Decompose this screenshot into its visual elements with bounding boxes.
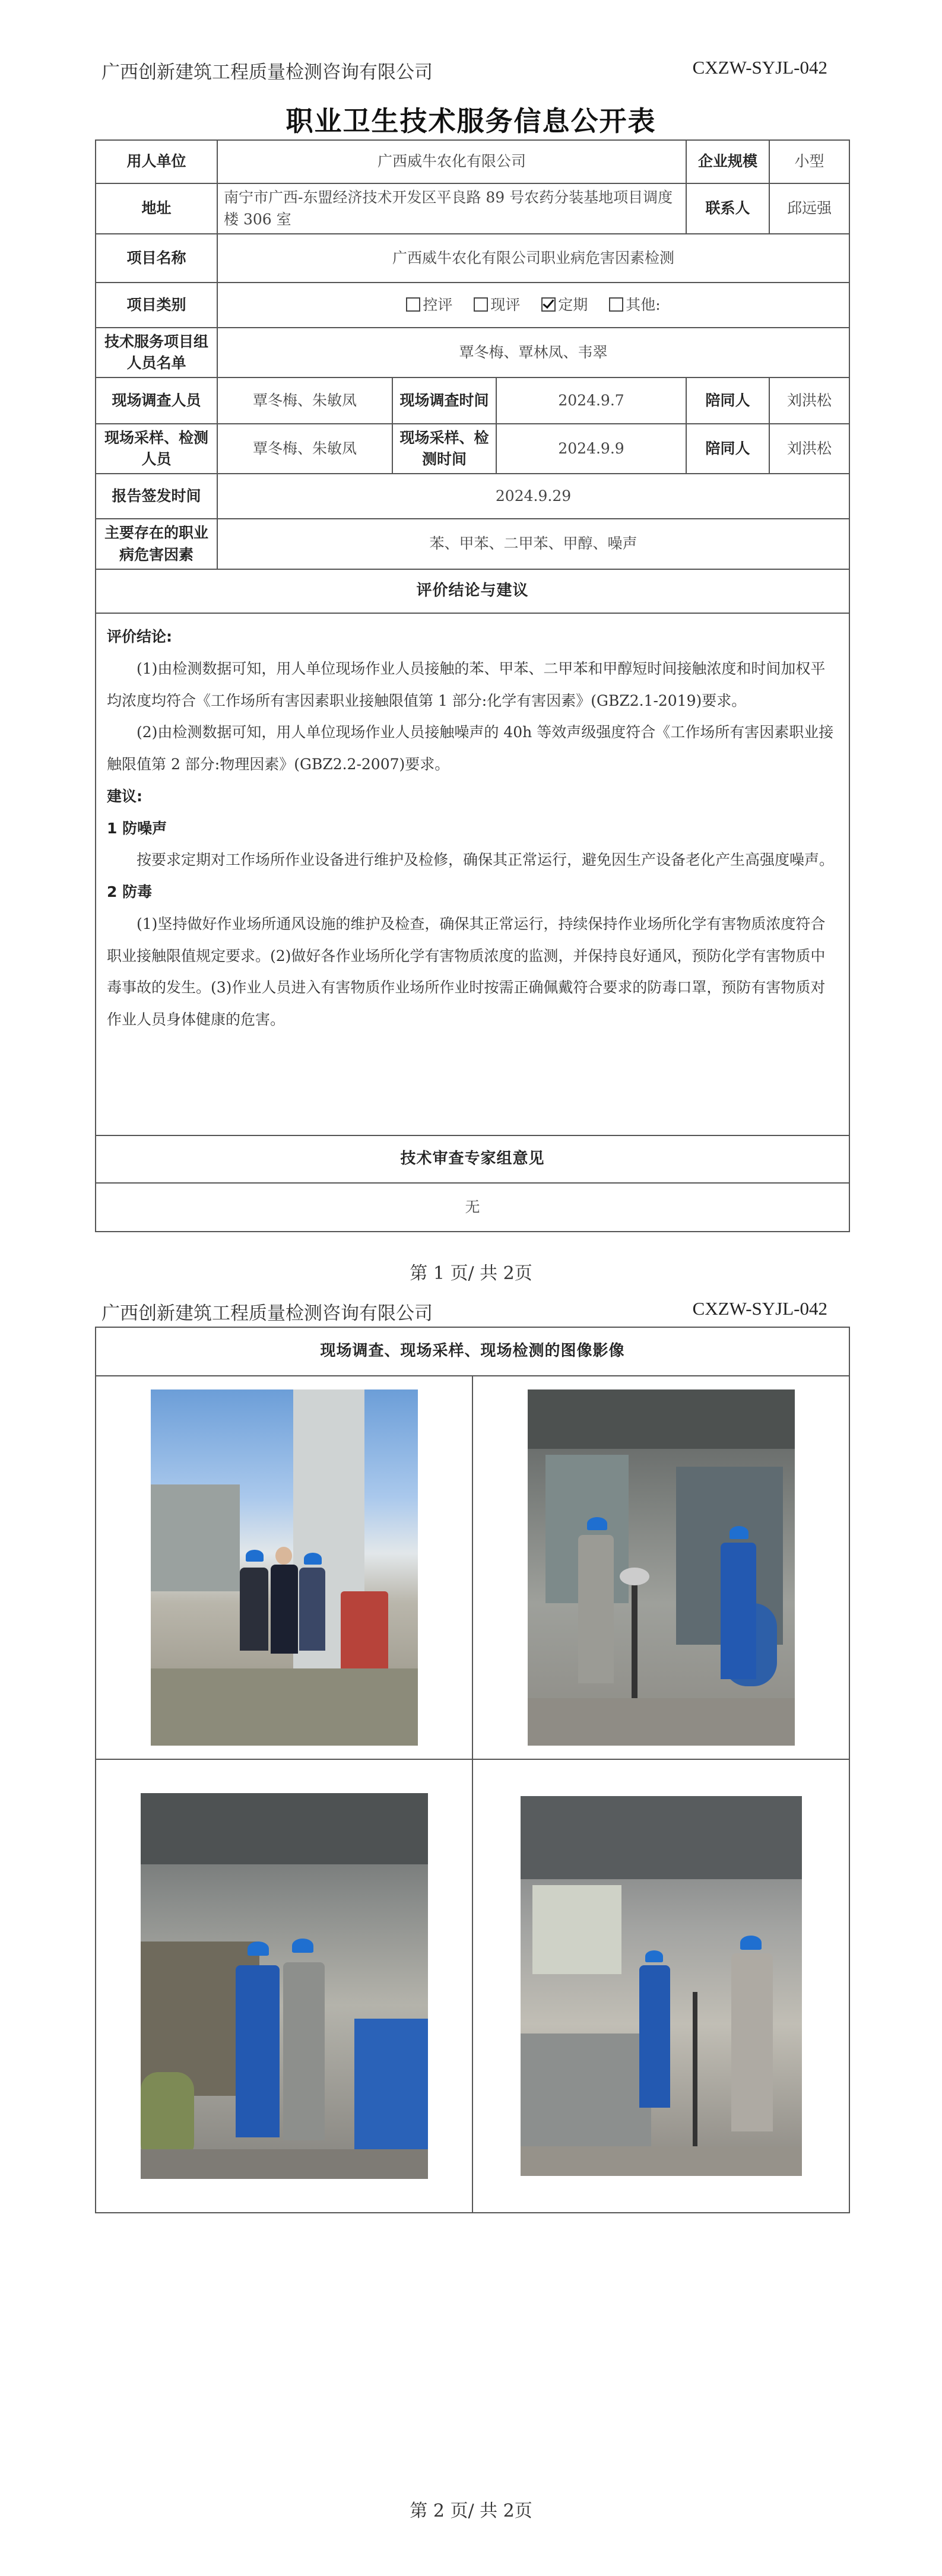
scale-label: 企业规模 <box>686 140 769 183</box>
info-table <box>95 139 850 1232</box>
project-label: 项目名称 <box>96 234 217 283</box>
team-value: 覃冬梅、覃林凤、韦翠 <box>217 328 849 377</box>
page-header <box>97 1298 845 1324</box>
escort2-value: 刘洪松 <box>769 424 849 474</box>
checkbox-icon <box>474 297 488 312</box>
page-footer-2: 第 2 页/ 共 2页 <box>410 2501 532 2521</box>
address-value: 南宁市广西-东盟经济技术开发区平良路 89 号农药分装基地项目调度楼 306 室 <box>217 183 686 234</box>
scale-value: 小型 <box>769 140 849 183</box>
option-periodic: 定期 <box>558 296 588 313</box>
header-company: 广西创新建筑工程质量检测咨询有限公司 <box>102 62 433 83</box>
page-1 <box>0 0 942 1285</box>
option-control-eval: 控评 <box>423 296 453 313</box>
page-2 <box>0 1285 942 2576</box>
sampling-time-label: 现场采样、检测时间 <box>392 424 496 474</box>
expert-value: 无 <box>96 1183 849 1232</box>
header-company: 广西创新建筑工程质量检测咨询有限公司 <box>102 1303 433 1324</box>
option-status-eval: 现评 <box>490 296 521 313</box>
photo-cell-4 <box>472 1759 849 2213</box>
sampling-staff-value: 覃冬梅、朱敏凤 <box>217 424 392 474</box>
conclusion-heading: 评价结论: <box>107 628 172 645</box>
photo-cell-2 <box>472 1376 849 1759</box>
employer-label: 用人单位 <box>96 140 217 183</box>
advice1-heading: 1 防噪声 <box>107 819 167 837</box>
escort2-label: 陪同人 <box>686 424 769 474</box>
report-time-label: 报告签发时间 <box>96 474 217 519</box>
sampling-time-value: 2024.9.9 <box>496 424 686 474</box>
report-time-value: 2024.9.29 <box>217 474 849 519</box>
site-survey-photo <box>151 1389 418 1746</box>
evaluation-section-title: 评价结论与建议 <box>96 569 849 613</box>
site-testing-photo <box>141 1793 428 2179</box>
address-label: 地址 <box>96 183 217 234</box>
advice2-text: (1)坚持做好作业场所通风设施的维护及检查，确保其正常运行，持续保持作业场所化学有害物质浓度符合职业接触限值规定要求。(2)做好各作业场所化学有害物质浓度的监测，并保持良好通风，预防化学有害物质中毒事故的发生。(3)作业人员进入有害物质作业场所作业时按需正确佩戴符合要求的防毒口罩，预防有害物质对作业人员身体健康的危害。 <box>107 915 826 1028</box>
hazards-label: 主要存在的职业病危害因素 <box>96 519 217 569</box>
advice2-heading: 2 防毒 <box>107 883 153 900</box>
checkbox-icon <box>406 297 420 312</box>
expert-section-title: 技术审查专家组意见 <box>96 1135 849 1183</box>
contact-label: 联系人 <box>686 183 769 234</box>
survey-staff-label: 现场调查人员 <box>96 377 217 424</box>
type-options <box>217 283 849 328</box>
evaluation-content <box>96 613 849 1135</box>
site-sampling-photo <box>528 1389 795 1746</box>
checkbox-icon <box>609 297 623 312</box>
contact-value: 邱远强 <box>769 183 849 234</box>
employer-value: 广西威牛农化有限公司 <box>217 140 686 183</box>
checked-checkbox-icon <box>541 297 556 312</box>
header-code: CXZW-SYJL-042 <box>692 57 827 78</box>
escort-label: 陪同人 <box>686 377 769 424</box>
photos-section-title: 现场调查、现场采样、现场检测的图像影像 <box>96 1327 849 1376</box>
hazards-value: 苯、甲苯、二甲苯、甲醇、噪声 <box>217 519 849 569</box>
photo-cell-1 <box>96 1376 472 1759</box>
header-code: CXZW-SYJL-042 <box>692 1298 827 1319</box>
survey-time-value: 2024.9.7 <box>496 377 686 424</box>
photos-table <box>95 1327 850 2213</box>
survey-time-label: 现场调查时间 <box>392 377 496 424</box>
photo-cell-3 <box>96 1759 472 2213</box>
conclusion-paragraph-1: (1)由检测数据可知，用人单位现场作业人员接触的苯、甲苯、二甲苯和甲醇短时间接触浓度和时间加权平均浓度均符合《工作场所有害因素职业接触限值第 1 部分:化学有害因素》(GBZ2.1-2019)要求。 <box>107 659 826 709</box>
advice1-text: 按要求定期对工作场所作业设备进行维护及检修，确保其正常运行，避免因生产设备老化产生高强度噪声。 <box>137 851 835 869</box>
site-detection-photo <box>521 1796 802 2176</box>
advice-heading: 建议: <box>107 787 142 805</box>
conclusion-paragraph-2: (2)由检测数据可知，用人单位现场作业人员接触噪声的 40h 等效声级强度符合《工作场所有害因素职业接触限值第 2 部分:物理因素》(GBZ2.2-2007)要求。 <box>107 724 834 773</box>
page-header <box>97 57 845 83</box>
survey-staff-value: 覃冬梅、朱敏凤 <box>217 377 392 424</box>
option-other: 其他: <box>626 296 661 313</box>
page-footer-1: 第 1 页/ 共 2页 <box>410 1263 532 1284</box>
project-value: 广西威牛农化有限公司职业病危害因素检测 <box>217 234 849 283</box>
escort-value: 刘洪松 <box>769 377 849 424</box>
sampling-staff-label: 现场采样、检测人员 <box>96 424 217 474</box>
type-label: 项目类别 <box>96 283 217 328</box>
team-label: 技术服务项目组人员名单 <box>96 328 217 377</box>
document-title: 职业卫生技术服务信息公开表 <box>286 105 656 137</box>
